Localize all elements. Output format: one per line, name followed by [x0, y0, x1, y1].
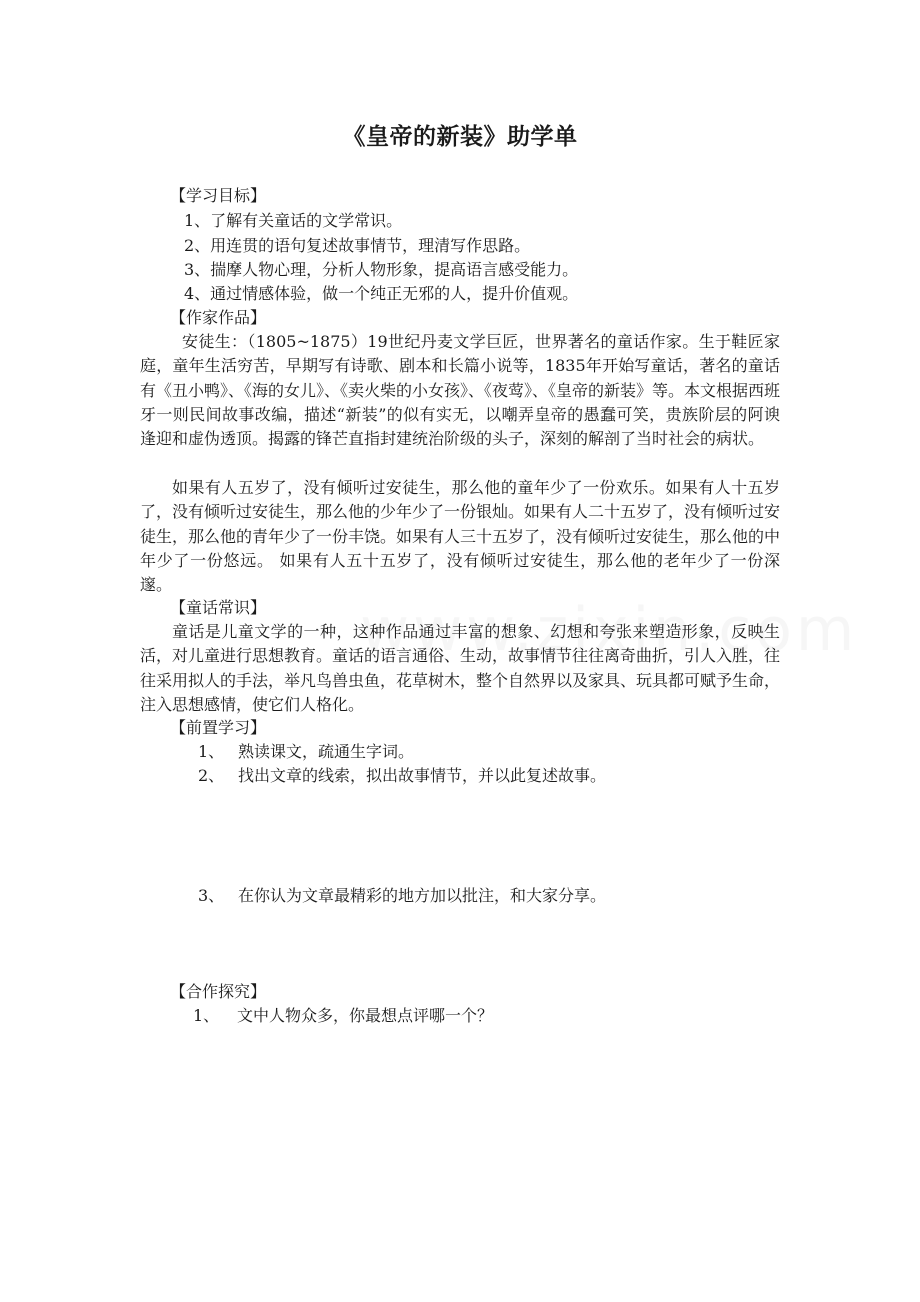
goal-item-2: 2、用连贯的语句复述故事情节，理清写作思路。	[184, 236, 531, 255]
goal-item-3: 3、揣摩人物心理，分析人物形象，提高语言感受能力。	[184, 260, 579, 279]
author-paragraph-1: 安徒生：（1805~1875）19世纪丹麦文学巨匠，世界著名的童话作家。生于鞋匠家庭，童年生活穷苦，早期写有诗歌、剧本和长篇小说等，1835年开始写童话，著名的童话有《丑小鸭》、《海的女儿》、《卖火柴的小女孩》、《夜莺》、《皇帝的新装》等。本文根据西班牙一则民间故事改编，描述“新装”的似有实无，以嘲弄皇帝的愚蠢可笑，贵族阶层的阿谀逢迎和虚伪透顶。揭露的锋芒直指封建统治阶级的头子，深刻的解剖了当时社会的病状。	[140, 332, 781, 449]
author-paragraph-2: 如果有人五岁了，没有倾听过安徒生，那么他的童年少了一份欢乐。如果有人十五岁了，没有倾听过安徒生，那么他的少年少了一份银灿。如果有人二十五岁了，没有倾听过安徒生，那么他的青年少了一份丰饶。如果有人三十五岁了，没有倾听过安徒生，那么他的中年少了一份悠远。 如果有人五十五岁了，没有倾听过安徒生，那么他的老年少了一份深邃。	[140, 478, 781, 595]
fairy-heading: 【童话常识】	[170, 598, 267, 617]
preview-item-text: 在你认为文章最精彩的地方加以批注，和大家分享。	[238, 886, 607, 905]
coop-heading: 【合作探究】	[170, 982, 267, 1001]
coop-item-1	[193, 1004, 493, 1028]
coop-item-number: 1、	[193, 1006, 220, 1025]
goals-heading: 【学习目标】	[170, 186, 267, 205]
page-title: 《皇帝的新装》助学单	[342, 124, 578, 150]
preview-item-2	[198, 764, 606, 788]
goal-item-4: 4、通过情感体验，做一个纯正无邪的人，提升价值观。	[184, 284, 579, 303]
preview-item-number: 2、	[198, 766, 225, 785]
coop-item-text: 文中人物众多，你最想点评哪一个？	[237, 1006, 494, 1025]
preview-heading: 【前置学习】	[170, 718, 267, 737]
preview-item-3	[198, 884, 606, 908]
preview-item-1	[198, 740, 414, 764]
fairy-paragraph: 童话是儿童文学的一种，这种作品通过丰富的想象、幻想和夸张来塑造形象，反映生活，对儿童进行思想教育。童话的语言通俗、生动，故事情节往往离奇曲折，引人入胜，往往采用拟人的手法，举凡鸟兽虫鱼，花草树木，整个自然界以及家具、玩具都可赋予生命，注入思想感情，使它们人格化。	[140, 622, 781, 714]
preview-item-text: 熟读课文，疏通生字词。	[238, 742, 415, 761]
preview-item-text: 找出文章的线索，拟出故事情节，并以此复述故事。	[238, 766, 607, 785]
preview-item-number: 3、	[198, 886, 225, 905]
goal-item-1: 1、了解有关童话的文学常识。	[184, 211, 403, 230]
preview-item-number: 1、	[198, 742, 225, 761]
author-heading: 【作家作品】	[170, 308, 267, 327]
